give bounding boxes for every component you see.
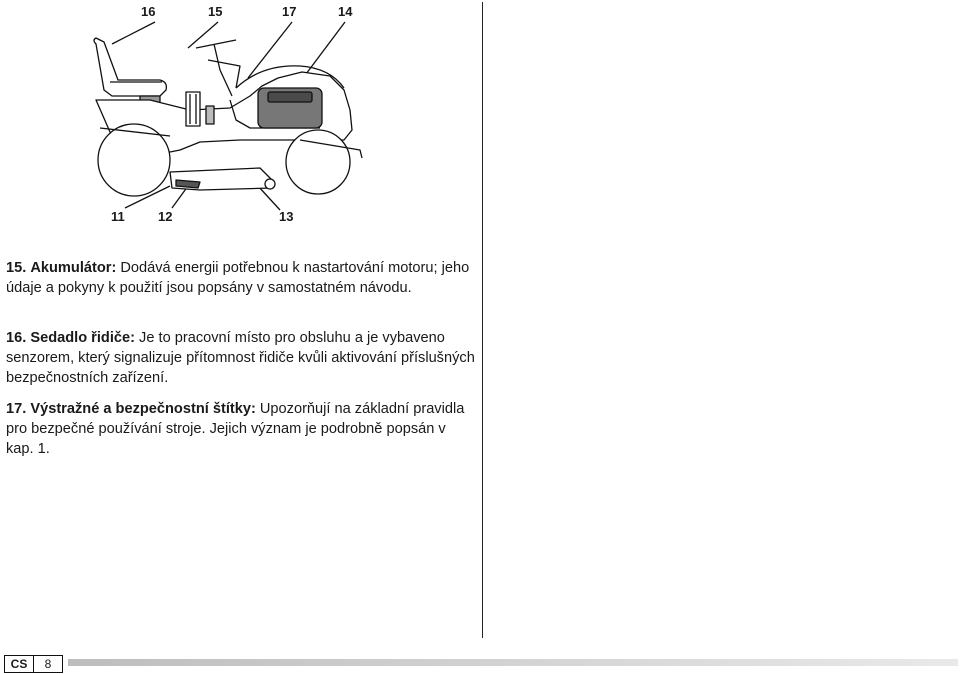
callout-13: 13 <box>279 209 294 224</box>
item-16-sedadlo <box>6 328 476 388</box>
item-title: Akumulátor: <box>30 260 117 276</box>
callout-17: 17 <box>282 4 297 19</box>
page-number: 8 <box>33 655 63 673</box>
item-number: 16. <box>6 330 27 346</box>
item-text: Dodává energii potřebnou k nastartování motoru; jeho údaje a pokyny k použití jsou popsány v samostatném návodu. <box>6 260 470 296</box>
callout-12: 12 <box>158 209 173 224</box>
callout-15: 15 <box>208 4 223 19</box>
item-17-stitky <box>6 399 476 459</box>
callout-14: 14 <box>338 4 353 19</box>
footer-gradient-bar <box>68 659 958 666</box>
item-number: 15. <box>6 260 27 276</box>
item-title: Výstražné a bezpečnostní štítky: <box>30 401 256 417</box>
item-number: 17. <box>6 401 27 417</box>
item-15-akumulator <box>6 258 476 298</box>
item-text: Je to pracovní místo pro obsluhu a je vybaveno senzorem, který signalizuje přítomnost řidiče kvůli aktivování příslušných bezpečnostních zařízení. <box>6 330 475 386</box>
item-title: Sedadlo řidiče: <box>30 330 135 346</box>
callout-16: 16 <box>141 4 156 19</box>
language-code: CS <box>4 655 34 673</box>
riding-mower-illustration <box>0 0 482 240</box>
column-divider <box>482 2 483 638</box>
callout-11: 11 <box>111 209 125 224</box>
item-text: Upozorňují na základní pravidla pro bezpečné používání stroje. Jejich význam je podrobně popsán v kap. 1. <box>6 401 465 457</box>
